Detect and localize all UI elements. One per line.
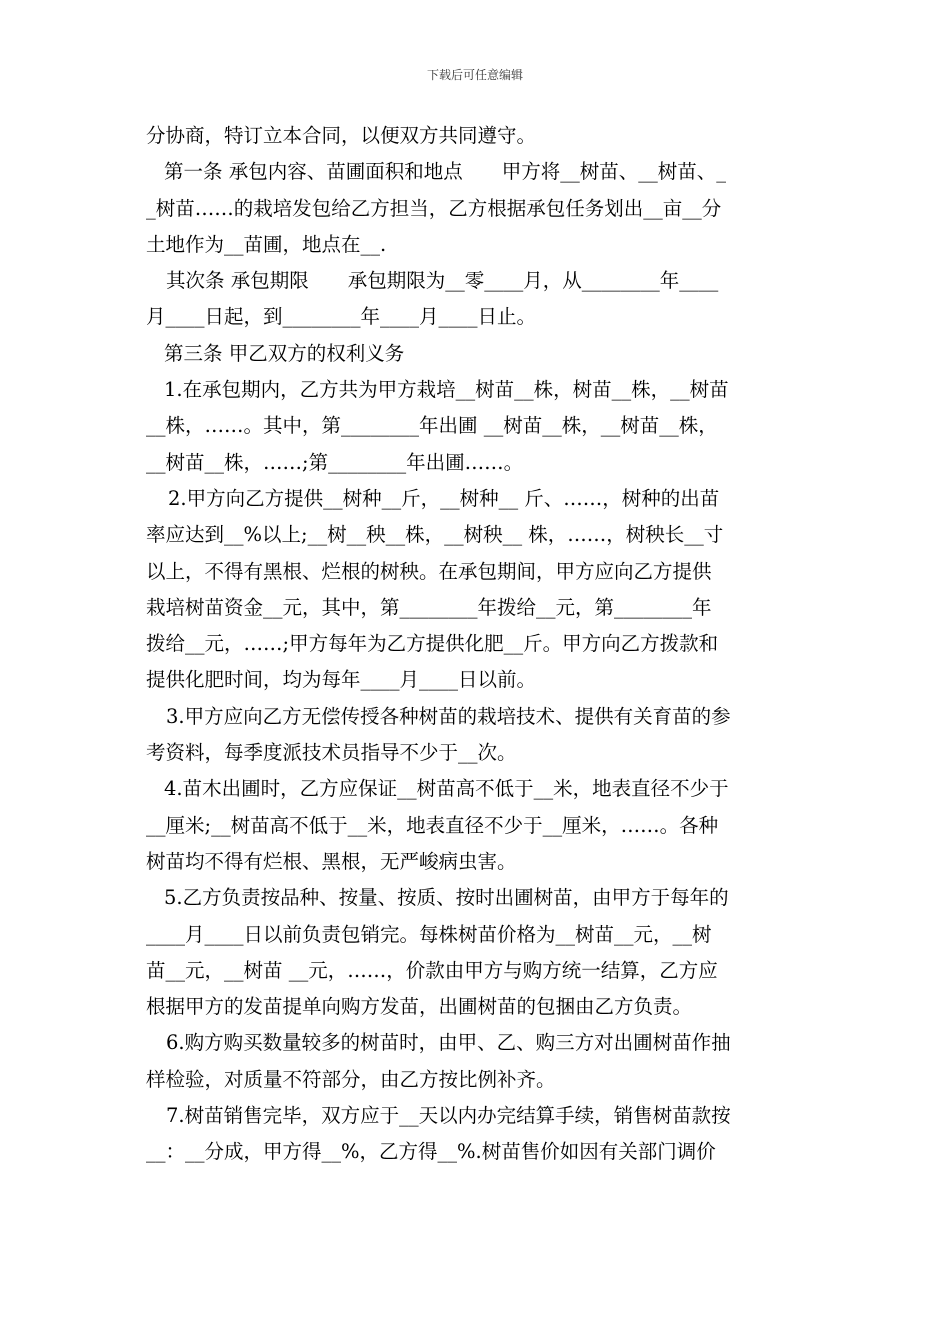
text-line: 根据甲方的发苗提单向购方发苗，出圃树苗的包捆由乙方负责。 [146, 995, 693, 1019]
text-line: 第三条 甲乙双方的权利义务 [164, 341, 405, 365]
text-line: 样检验，对质量不符部分，由乙方按比例补齐。 [146, 1067, 556, 1091]
text-line: 土地作为__苗圃，地点在__. [146, 232, 387, 256]
text-line: __株，……。其中，第________年出圃 __树苗__株，__树苗__株， [146, 414, 718, 438]
page-header: 下载后可任意编辑 [426, 68, 523, 82]
text-line: 2.甲方向乙方提供__树种__斤，__树种__ 斤、……，树种的出苗 [168, 486, 720, 510]
text-line: 7.树苗销售完毕，双方应于__天以内办完结算手续，销售树苗款按 [166, 1104, 731, 1128]
text-line: 月____日起，到________年____月____日止。 [146, 305, 537, 329]
text-line: 树苗均不得有烂根、黑根，无严峻病虫害。 [146, 849, 517, 873]
text-line: 考资料，每季度派技术员指导不少于__次。 [146, 741, 517, 765]
text-line: __树苗__株，……;第________年出圃……。 [146, 450, 524, 474]
text-line: 3.甲方应向乙方无偿传授各种树苗的栽培技术、提供有关育苗的参 [166, 704, 731, 728]
text-line: 拨给__元，……;甲方每年为乙方提供化肥__斤。甲方向乙方拨款和 [146, 632, 719, 656]
text-line: __厘米;__树苗高不低于__米，地表直径不少于__厘米，……。各种 [146, 813, 719, 837]
text-line: _树苗……的栽培发包给乙方担当，乙方根据承包任务划出__亩__分 [146, 196, 722, 220]
text-line: 率应达到__%以上;__树__秧__株，__树秧__ 株，……，树秧长__寸 [146, 523, 724, 547]
text-line: 提供化肥时间，均为每年____月____日以前。 [146, 668, 537, 692]
text-line: 苗__元，__树苗 __元，……，价款由甲方与购方统一结算，乙方应 [146, 958, 718, 982]
text-line: 以上，不得有黑根、烂根的树秧。在承包期间，甲方应向乙方提供 [146, 559, 712, 583]
text-line: 其次条 承包期限 承包期限为__零____月，从________年____ [166, 269, 719, 293]
text-line: 分协商，特订立本合同，以便双方共同遵守。 [146, 124, 537, 147]
text-line: 6.购方购买数量较多的树苗时，由甲、乙、购三方对出圃树苗作抽 [166, 1031, 731, 1055]
text-line: 1.在承包期内，乙方共为甲方栽培__树苗__株，树苗__株，__树苗 [164, 378, 729, 402]
text-line: __：__分成，甲方得__%，乙方得__%.树苗售价如因有关部门调价 [146, 1140, 716, 1164]
text-line: 栽培树苗资金__元，其中，第________年拨给__元，第________年 [146, 595, 712, 619]
text-line: ____月____日以前负责包销完。每株树苗价格为__树苗__元，__树 [146, 922, 712, 946]
text-line: 5.乙方负责按品种、按量、按质、按时出圃树苗，由甲方于每年的 [164, 886, 729, 910]
text-line: 第一条 承包内容、苗圃面积和地点 甲方将__树苗、__树苗、_ [164, 160, 726, 184]
text-line: 4.苗木出圃时，乙方应保证__树苗高不低于__米，地表直径不少于 [164, 777, 729, 801]
contract-body [146, 118, 810, 1171]
